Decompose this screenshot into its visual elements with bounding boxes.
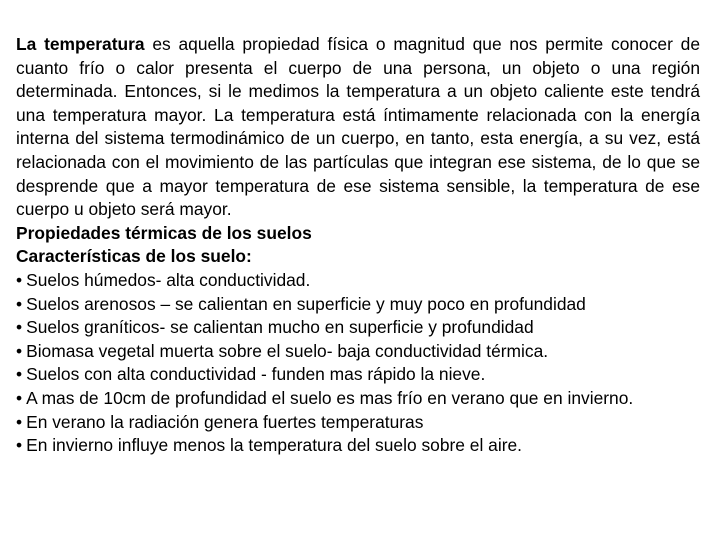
heading-thermal-properties: Propiedades térmicas de los suelos <box>16 222 312 243</box>
bullet-icon: • <box>16 317 23 338</box>
list-item-text: Suelos húmedos- alta conductividad. <box>26 269 311 290</box>
list-item-text: Suelos con alta conductividad - funden mas rápido la nieve. <box>26 364 486 385</box>
document-body <box>16 33 700 458</box>
soil-characteristics-list <box>16 269 700 458</box>
heading-soil-characteristics: Características de los suelo: <box>16 246 252 267</box>
bullet-icon: • <box>16 387 23 408</box>
list-item-text: En invierno influye menos la temperatura del suelo sobre el aire. <box>26 435 522 456</box>
list-item <box>16 340 700 364</box>
list-item <box>16 434 700 458</box>
bullet-icon: • <box>16 340 23 361</box>
list-item <box>16 363 700 387</box>
list-item <box>16 293 700 317</box>
bullet-icon: • <box>16 411 23 432</box>
list-item <box>16 269 700 293</box>
list-item-text: Biomasa vegetal muerta sobre el suelo- baja conductividad térmica. <box>26 340 549 361</box>
list-item <box>16 411 700 435</box>
list-item <box>16 316 700 340</box>
bullet-icon: • <box>16 364 23 385</box>
list-item-text: Suelos arenosos – se calientan en superficie y muy poco en profundidad <box>26 293 586 314</box>
bullet-icon: • <box>16 435 23 456</box>
list-item-text: Suelos graníticos- se calientan mucho en superficie y profundidad <box>26 317 534 338</box>
list-item-text: En verano la radiación genera fuertes temperaturas <box>26 411 424 432</box>
intro-paragraph <box>16 33 700 222</box>
intro-lead-term: La temperatura <box>16 34 145 54</box>
bullet-icon: • <box>16 269 23 290</box>
list-item <box>16 387 700 411</box>
list-item-text: A mas de 10cm de profundidad el suelo es mas frío en verano que en invierno. <box>26 387 634 408</box>
bullet-icon: • <box>16 293 23 314</box>
intro-text: es aquella propiedad física o magnitud que nos permite conocer de cuanto frío o calor presenta el cuerpo de una persona, un objeto o una región determinada. Entonces, si le medimos la temperatura a un objeto caliente este tendrá una temperatura mayor. La temperatura está íntimamente relacionada con la energía interna del sistema termodinámico de un cuerpo, en tanto, esta energía, a su vez, está relacionada con el movimiento de las partículas que integran ese sistema, de lo que se desprende que a mayor temperatura de ese sistema sensible, la temperatura de ese cuerpo u objeto será mayor. <box>16 34 700 220</box>
